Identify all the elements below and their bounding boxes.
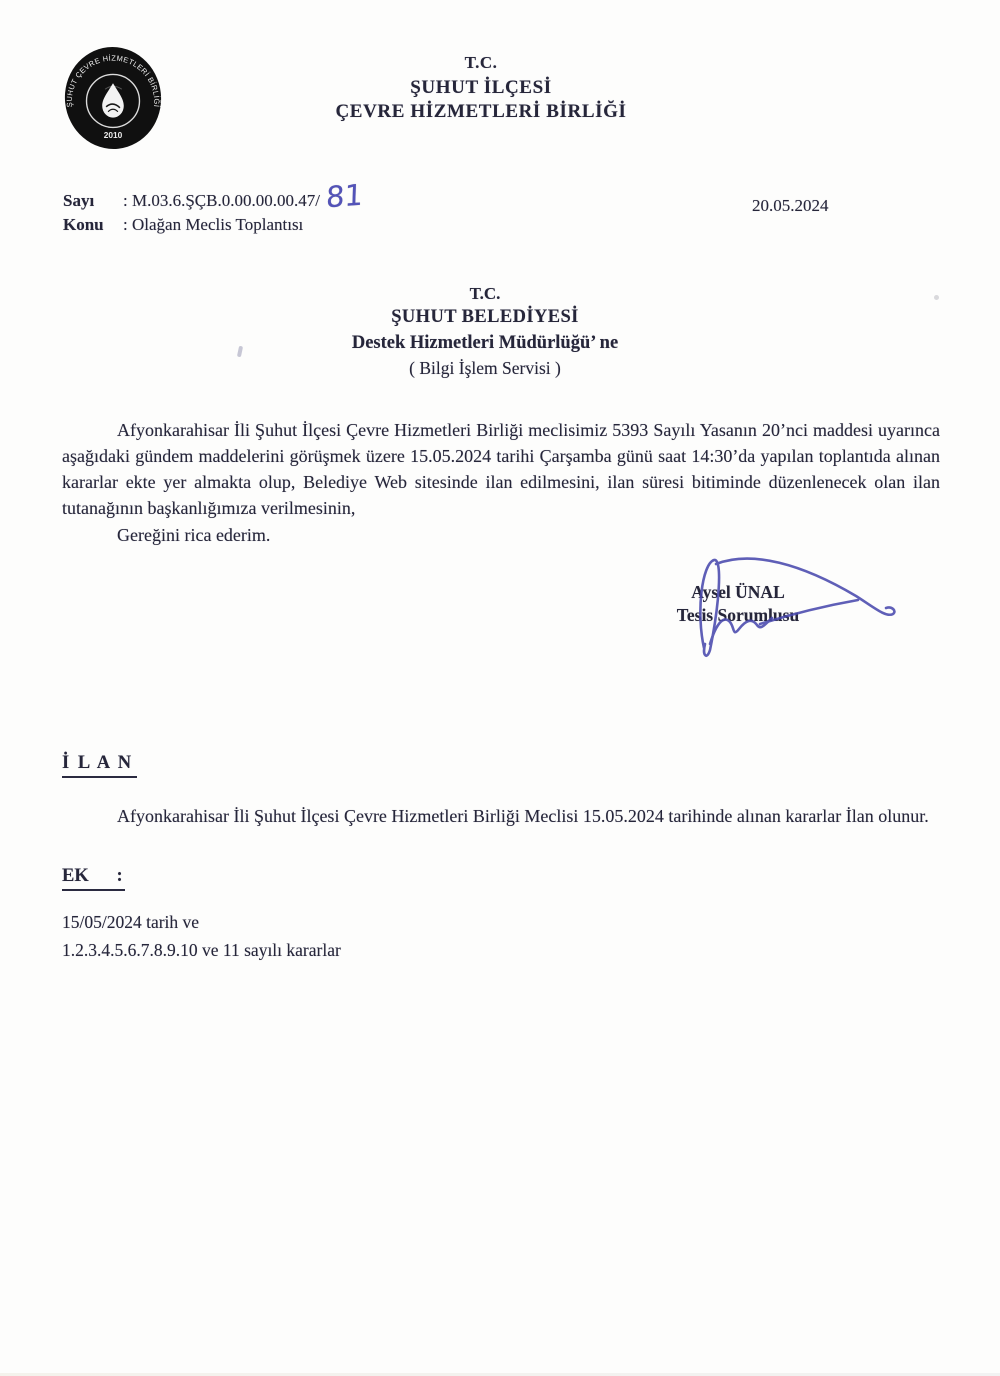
attachment-date-line: 15/05/2024 tarih ve <box>62 912 200 932</box>
attachment-numbers-line: 1.2.3.4.5.6.7.8.9.10 ve 11 sayılı kararlar <box>62 940 341 960</box>
sayi-handwritten-number: 81 <box>325 177 364 215</box>
konu-label: Konu <box>63 215 104 234</box>
recipient-service: ( Bilgi İşlem Servisi ) <box>409 358 561 379</box>
letterhead-tc: T.C. <box>464 53 498 72</box>
sayi-row <box>63 177 364 215</box>
reference-block <box>63 177 364 237</box>
letterhead-union: ÇEVRE HİZMETLERİ BİRLİĞİ <box>335 101 627 123</box>
konu-row <box>63 213 363 237</box>
ilan-paragraph: Afyonkarahisar İli Şuhut İlçesi Çevre Hizmetleri Birliği Meclisi 15.05.2024 tarihinde alınan kararlar İlan olunur. <box>117 806 929 826</box>
signature-block <box>618 581 858 627</box>
letterhead-district: ŞUHUT İLÇESİ <box>410 76 552 98</box>
konu-value: : Olağan Meclis Toplantısı <box>123 215 304 234</box>
body-paragraph: Afyonkarahisar İli Şuhut İlçesi Çevre Hizmetleri Birliği meclisimiz 5393 Sayılı Yasanın 20’nci maddesi uyarınca aşağıdaki gündem maddelerini görüşmek üzere 15.05.2024 tarihi Çarşamba günü saat 14:30’da yapılan toplantıda alınan kararlar ekte yer almakta olup, Belediye Web sitesinde ilan edilmesini, ilan süresi bitiminde düzenlenecek olan ilan tutanağının başkanlığımıza verilmesinin, <box>62 420 940 518</box>
document-date: 20.05.2024 <box>752 196 829 215</box>
attachment-lines <box>62 908 341 964</box>
ilan-heading: İ L A N <box>62 753 137 778</box>
signatory-title: Tesis Sorumlusu <box>676 605 800 625</box>
recipient-municipality: ŞUHUT BELEDİYESİ <box>391 307 579 328</box>
signatory-name: Aysel ÜNAL <box>691 582 785 602</box>
recipient-directorate: Destek Hizmetleri Müdürlüğü’ ne <box>351 332 619 353</box>
closing-line: Gereğini rica ederim. <box>117 525 271 545</box>
paper-speck <box>934 295 939 300</box>
sayi-label: Sayı <box>63 191 95 210</box>
recipient-tc: T.C. <box>469 284 501 303</box>
recipient-block <box>0 282 970 381</box>
letterhead <box>0 52 962 124</box>
letter-body <box>62 417 940 548</box>
sayi-value: : M.03.6.ŞÇB.0.00.00.00.47/ <box>123 191 320 210</box>
ek-heading: EK : <box>62 866 125 891</box>
logo-year: 2010 <box>103 130 123 141</box>
logo-ring-text: ŞUHUT ÇEVRE HİZMETLERİ BİRLİĞİ <box>64 53 162 108</box>
